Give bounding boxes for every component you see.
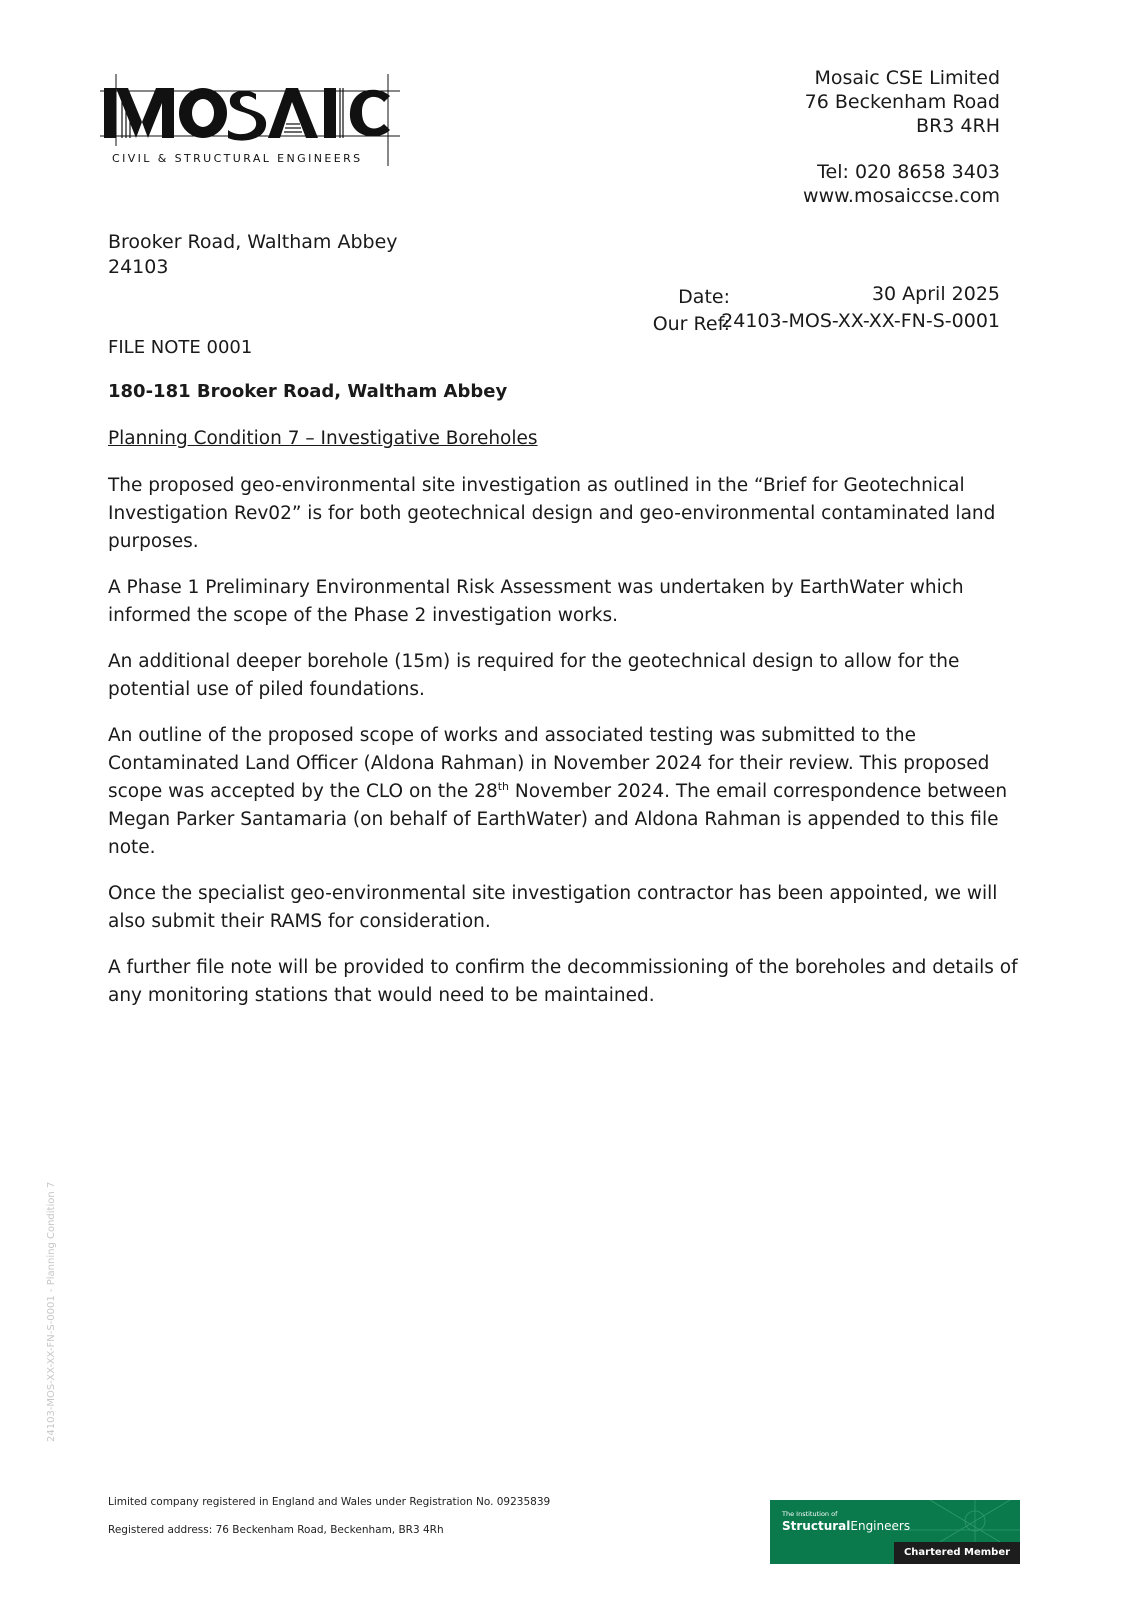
- badge-title-regular: Engineers: [850, 1519, 911, 1533]
- file-note-number: FILE NOTE 0001: [108, 337, 253, 358]
- paragraph: A Phase 1 Preliminary Environmental Risk Assessment was undertaken by EarthWater which informed the scope of the Phase 2 investigation works.: [108, 577, 964, 626]
- date-row: [640, 281, 1020, 308]
- section-heading: Planning Condition 7 – Investigative Boreholes: [108, 428, 538, 449]
- document-meta: [640, 281, 1020, 335]
- project-number: 24103: [108, 256, 169, 278]
- paragraph: A further file note will be provided to confirm the decommissioning of the boreholes and details of any monitoring stations that would need to be maintained.: [108, 957, 1018, 1006]
- paragraph: Once the specialist geo-environmental site investigation contractor has been appointed, we will also submit their RAMS for consideration.: [108, 883, 998, 932]
- ordinal-suffix: th: [497, 779, 510, 793]
- project-name: Brooker Road, Waltham Abbey: [108, 231, 398, 253]
- subject-line: 180-181 Brooker Road, Waltham Abbey: [108, 381, 508, 402]
- istructe-badge: [770, 1500, 1020, 1564]
- paragraph: The proposed geo-environmental site investigation as outlined in the “Brief for Geotechnical Investigation Rev02” is for both geotechnical design and geo-environmental contaminated land purposes.: [108, 475, 996, 552]
- side-reference: 24103-MOS-XX-XX-FN-S-0001 - Planning Condition 7: [46, 1181, 57, 1442]
- paragraph: [108, 722, 1018, 862]
- company-telephone: Tel: 020 8658 3403: [817, 161, 1000, 183]
- company-address-block: [803, 66, 1000, 208]
- date-value: 30 April 2025: [871, 283, 1000, 305]
- reference-value: 24103-MOS-XX-XX-FN-S-0001: [721, 310, 1000, 332]
- company-address-line: 76 Beckenham Road: [804, 91, 1000, 113]
- reference-row: [640, 308, 1020, 335]
- badge-line1: The Institution of: [782, 1510, 838, 1518]
- footer-address: Registered address: 76 Beckenham Road, Beckenham, BR3 4Rh: [108, 1524, 444, 1536]
- body-text: [108, 472, 1018, 1028]
- company-website[interactable]: www.mosaiccse.com: [803, 185, 1000, 207]
- project-block: [108, 230, 398, 280]
- mosaic-logo-graphic: [100, 74, 410, 174]
- reference-label: Our Ref:: [652, 313, 730, 335]
- paragraph: An additional deeper borehole (15m) is required for the geotechnical design to allow for the potential use of piled foundations.: [108, 651, 960, 700]
- company-logo: [100, 74, 410, 174]
- logo-tagline: CIVIL & STRUCTURAL ENGINEERS: [112, 152, 363, 165]
- company-name: Mosaic CSE Limited: [814, 67, 1000, 89]
- badge-member-label: Chartered Member: [894, 1542, 1020, 1564]
- footer-registration: Limited company registered in England and Wales under Registration No. 09235839: [108, 1496, 551, 1508]
- paragraph-text: An outline of the proposed scope of works and associated testing was submitted to the Contaminated Land Officer (Aldona Rahman) in November 2024 for their review. This proposed scope was accepted by the CLO on the 28: [108, 725, 990, 802]
- date-label: Date:: [678, 286, 730, 308]
- badge-title-bold: Structural: [782, 1519, 851, 1533]
- company-postcode: BR3 4RH: [916, 115, 1000, 137]
- paragraph-text: November 2024. The email correspondence between Megan Parker Santamaria (on behalf of EarthWater) and Aldona Rahman is appended to this file note.: [108, 781, 1008, 858]
- badge-title: [782, 1519, 910, 1533]
